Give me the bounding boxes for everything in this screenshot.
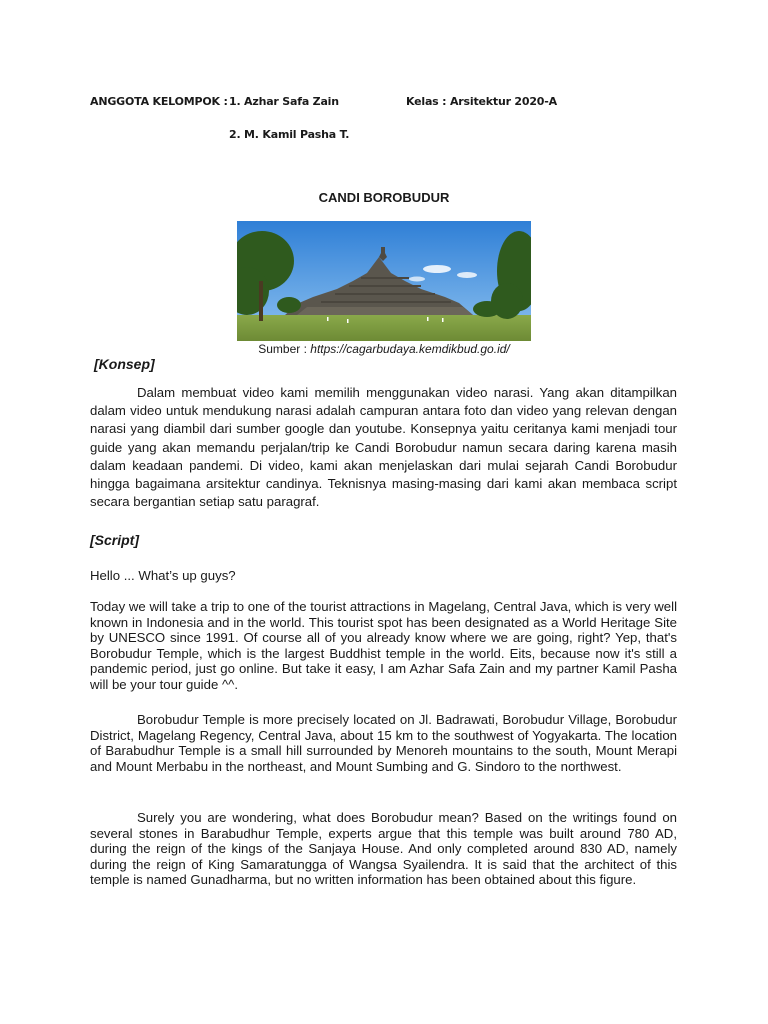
script-paragraph-1: Today we will take a trip to one of the tourist attractions in Magelang, Central Java, which is very well known in Indonesia and in the world. This tourist spot has been designated as a World Heritage Site by UNESCO since 1991. Of course all of you already know where we are going, right? Yep, that's Borobudur Temple, which is the largest Buddhist temple in the world. Eits, because now it's still a pandemic period, just go online. But take it easy, I am Azhar Safa Zain and my partner Kamil Pasha will be your tour guide ^^. xyxy=(90,599,677,692)
konsep-heading: [Konsep] xyxy=(94,356,155,372)
class-label: Kelas : Arsitektur 2020-A xyxy=(406,95,557,108)
member-2: 2. M. Kamil Pasha T. xyxy=(229,128,350,141)
borobudur-photo xyxy=(237,221,531,341)
konsep-paragraph: Dalam membuat video kami memilih menggunakan video narasi. Yang akan ditampilkan dalam video untuk mendukung narasi adalah campuran antara foto dan video yang relevan dengan narasi yang diambil dari sumber google dan youtube. Konsepnya yaitu ceritanya kami menjadi tour guide yang akan memandu perjalan/trip ke Candi Borobudur namun secara daring karena masih dalam keadaan pandemi. Di video, kami akan menjelaskan dari mulai sejarah Candi Borobudur hingga bagaimana arsitektur candinya. Teknisnya masing-masing dari kami akan membaca script secara bergantian setiap satu paragraf. xyxy=(90,385,677,510)
script-paragraph-2: Borobudur Temple is more precisely located on Jl. Badrawati, Borobudur Village, Borobudur District, Magelang Regency, Central Java, about 15 km to the southwest of Yogyakarta. The location of Barabudhur Temple is a small hill surrounded by Menoreh mountains to the south, Mount Merapi and Mount Merbabu in the northeast, and Mount Sumbing and G. Sindoro to the northwest. xyxy=(90,712,677,774)
script-heading: [Script] xyxy=(90,532,139,548)
script-paragraph-3: Surely you are wondering, what does Borobudur mean? Based on the writings found on several stones in Barabudhur Temple, experts argue that this temple was built around 780 AD, during the reign of the kings of the Sanjaya House. And only completed around 830 AD, namely during the reign of King Samaratungga of Wangsa Syailendra. It is said that the architect of this temple is named Gunadharma, but no written information has been obtained about this figure. xyxy=(90,810,677,888)
document-title: CANDI BOROBUDUR xyxy=(318,190,450,205)
caption-source-link[interactable]: https://cagarbudaya.kemdikbud.go.id/ xyxy=(310,342,510,356)
script-greeting: Hello ... What’s up guys? xyxy=(90,568,236,583)
member-1: 1. Azhar Safa Zain xyxy=(229,95,339,108)
image-caption xyxy=(0,342,768,356)
caption-prefix: Sumber : xyxy=(258,342,311,356)
group-label: ANGGOTA KELOMPOK : xyxy=(90,95,228,108)
